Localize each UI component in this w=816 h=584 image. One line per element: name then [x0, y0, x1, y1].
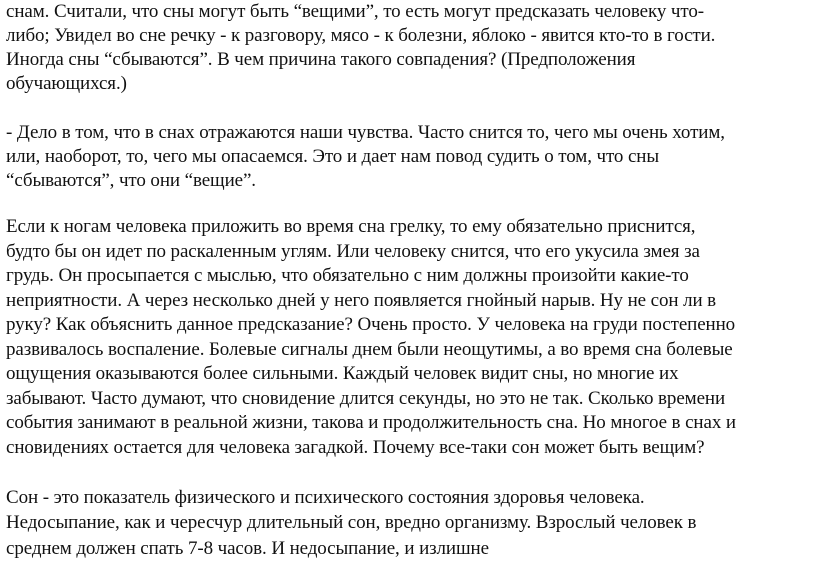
- text-line: Сон - это показатель физического и психического состояния здоровья человека.: [6, 487, 645, 508]
- text-line: Если к ногам человека приложить во время сна грелку, то ему обязательно приснится,: [6, 216, 696, 237]
- text-line: Недосыпание, как и чересчур длительный сон, вредно организму. Взрослый человек в: [6, 512, 697, 533]
- text-line: снам. Считали, что сны могут быть “вещими”, то есть могут предсказать человеку что-: [6, 1, 704, 22]
- text-line: Иногда сны “сбываются”. В чем причина такого совпадения? (Предположения: [6, 49, 636, 70]
- text-line: обучающихся.): [6, 73, 127, 94]
- text-line: будто бы он идет по раскаленным углям. Или человеку снится, что его укусила змея за: [6, 241, 700, 262]
- text-line: “сбываются”, что они “вещие”.: [6, 170, 256, 191]
- text-line: сновидениях остается для человека загадкой. Почему все-таки сон может быть вещим?: [6, 437, 705, 458]
- text-line: забывают. Часто думают, что сновидение длится секунды, но это не так. Сколько времени: [6, 388, 726, 409]
- text-line: грудь. Он просыпается с мыслью, что обязательно с ним должны произойти какие-то: [6, 265, 689, 286]
- text-line: среднем должен спать 7-8 часов. И недосыпание, и излишне: [6, 538, 489, 559]
- text-line: или, наоборот, то, чего мы опасаемся. Это и дает нам повод судить о том, что сны: [6, 146, 660, 167]
- text-line: развивалось воспаление. Болевые сигналы днем были неощутимы, а во время сна болевые: [6, 339, 733, 360]
- text-line: ощущения оказываются более сильными. Каждый человек видит сны, но многие их: [6, 363, 679, 384]
- text-line: события занимают в реальной жизни, такова и продолжительность сна. Но многое в снах и: [6, 412, 736, 433]
- text-line: неприятности. А через несколько дней у него появляется гнойный нарыв. Ну не сон ли в: [6, 290, 717, 311]
- text-line: - Дело в том, что в снах отражаются наши чувства. Часто снится то, чего мы очень хотим,: [6, 122, 725, 143]
- text-line: либо; Увидел во сне речку - к разговору, мясо - к болезни, яблоко - явится кто-то в гости.: [6, 25, 716, 46]
- text-line: руку? Как объяснить данное предсказание? Очень просто. У человека на груди постепенно: [6, 314, 736, 335]
